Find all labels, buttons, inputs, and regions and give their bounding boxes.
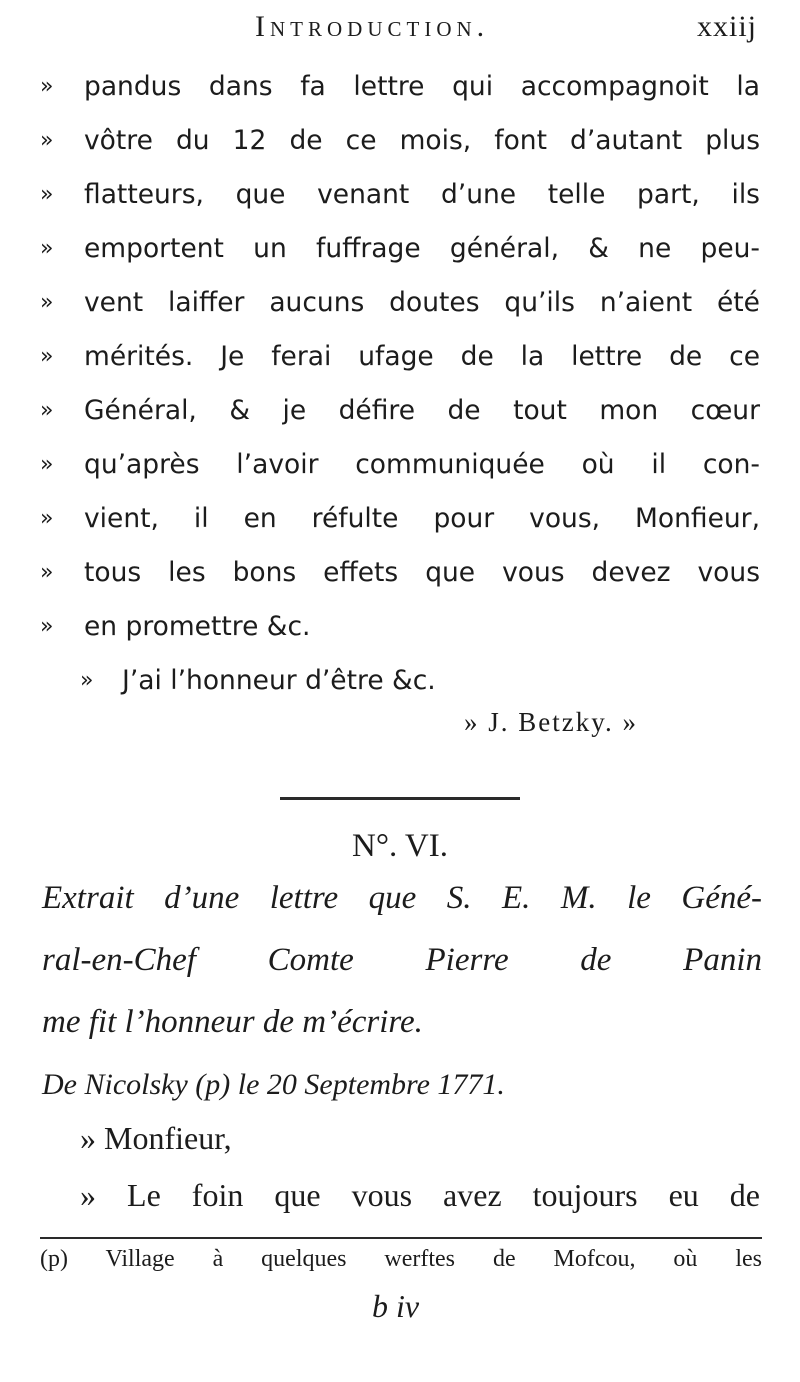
quote-mark: » <box>40 290 54 315</box>
line-text: pandus dans fa lettre qui accompagnoit la <box>84 71 760 102</box>
line-text: Général, & je défire de tout mon cœur <box>84 395 760 426</box>
text-line <box>40 222 760 276</box>
letter-signature: » J. Betzky. » <box>464 707 638 737</box>
section-heading-line: me fit l’honneur de m’écrire. <box>42 1004 423 1040</box>
line-text: J’ai l’honneur d’être &c. <box>122 665 436 696</box>
quote-mark: » <box>40 74 54 99</box>
section-number: N°. VI. <box>351 828 448 864</box>
quote-mark: » <box>40 182 54 207</box>
quote-mark: » <box>40 506 54 531</box>
text-line <box>40 114 760 168</box>
line-text: vient, il en réfulte pour vous, Monfieur, <box>84 503 760 534</box>
text-line <box>40 654 760 708</box>
text-line <box>40 546 760 600</box>
printer-signature-mark: b iv <box>372 1288 420 1324</box>
footnote: (p) Village à quelques werftes de Mofcou, où les <box>40 1246 762 1272</box>
quote-mark: » <box>40 614 54 639</box>
line-text: mérités. Je ferai ufage de la lettre de ce <box>84 341 760 372</box>
letter-opening-line: » Le foin que vous avez toujours eu de <box>80 1177 760 1213</box>
text-line <box>40 276 760 330</box>
text-line <box>40 600 760 654</box>
section-heading-line: ral-en-Chef Comte Pierre de Panin <box>42 942 762 978</box>
text-line <box>40 60 760 114</box>
running-head <box>0 10 800 50</box>
quote-mark: » <box>40 398 54 423</box>
quote-mark: » <box>40 128 54 153</box>
line-text: emportent un fuffrage général, & ne peu- <box>84 233 760 264</box>
section-divider <box>280 797 520 800</box>
section-heading-line: Extrait d’une lettre que S. E. M. le Géné- <box>42 880 762 916</box>
quote-mark: » <box>80 668 94 693</box>
text-line <box>40 330 760 384</box>
text-line <box>40 168 760 222</box>
letter-body <box>40 60 760 708</box>
line-text: tous les bons effets que vous devez vous <box>84 557 760 588</box>
line-text: qu’après l’avoir communiquée où il con- <box>84 449 760 480</box>
dateline: De Nicolsky (p) le 20 Septembre 1771. <box>42 1068 505 1101</box>
running-head-title: Introduction. <box>255 10 490 43</box>
line-text: vôtre du 12 de ce mois, font d’autant plus <box>84 125 760 156</box>
text-line <box>40 492 760 546</box>
quote-mark: » <box>40 344 54 369</box>
line-text: flatteurs, que venant d’une telle part, ils <box>84 179 760 210</box>
page-number: xxiij <box>697 10 758 43</box>
quote-mark: » <box>40 560 54 585</box>
salutation: » Monfieur, <box>80 1120 232 1156</box>
line-text: vent laiffer aucuns doutes qu’ils n’aient été <box>84 287 760 318</box>
text-line <box>40 384 760 438</box>
text-line <box>40 438 760 492</box>
quote-mark: » <box>40 236 54 261</box>
footnote-rule <box>40 1237 762 1239</box>
line-text: en promettre &c. <box>84 611 311 642</box>
quote-mark: » <box>40 452 54 477</box>
